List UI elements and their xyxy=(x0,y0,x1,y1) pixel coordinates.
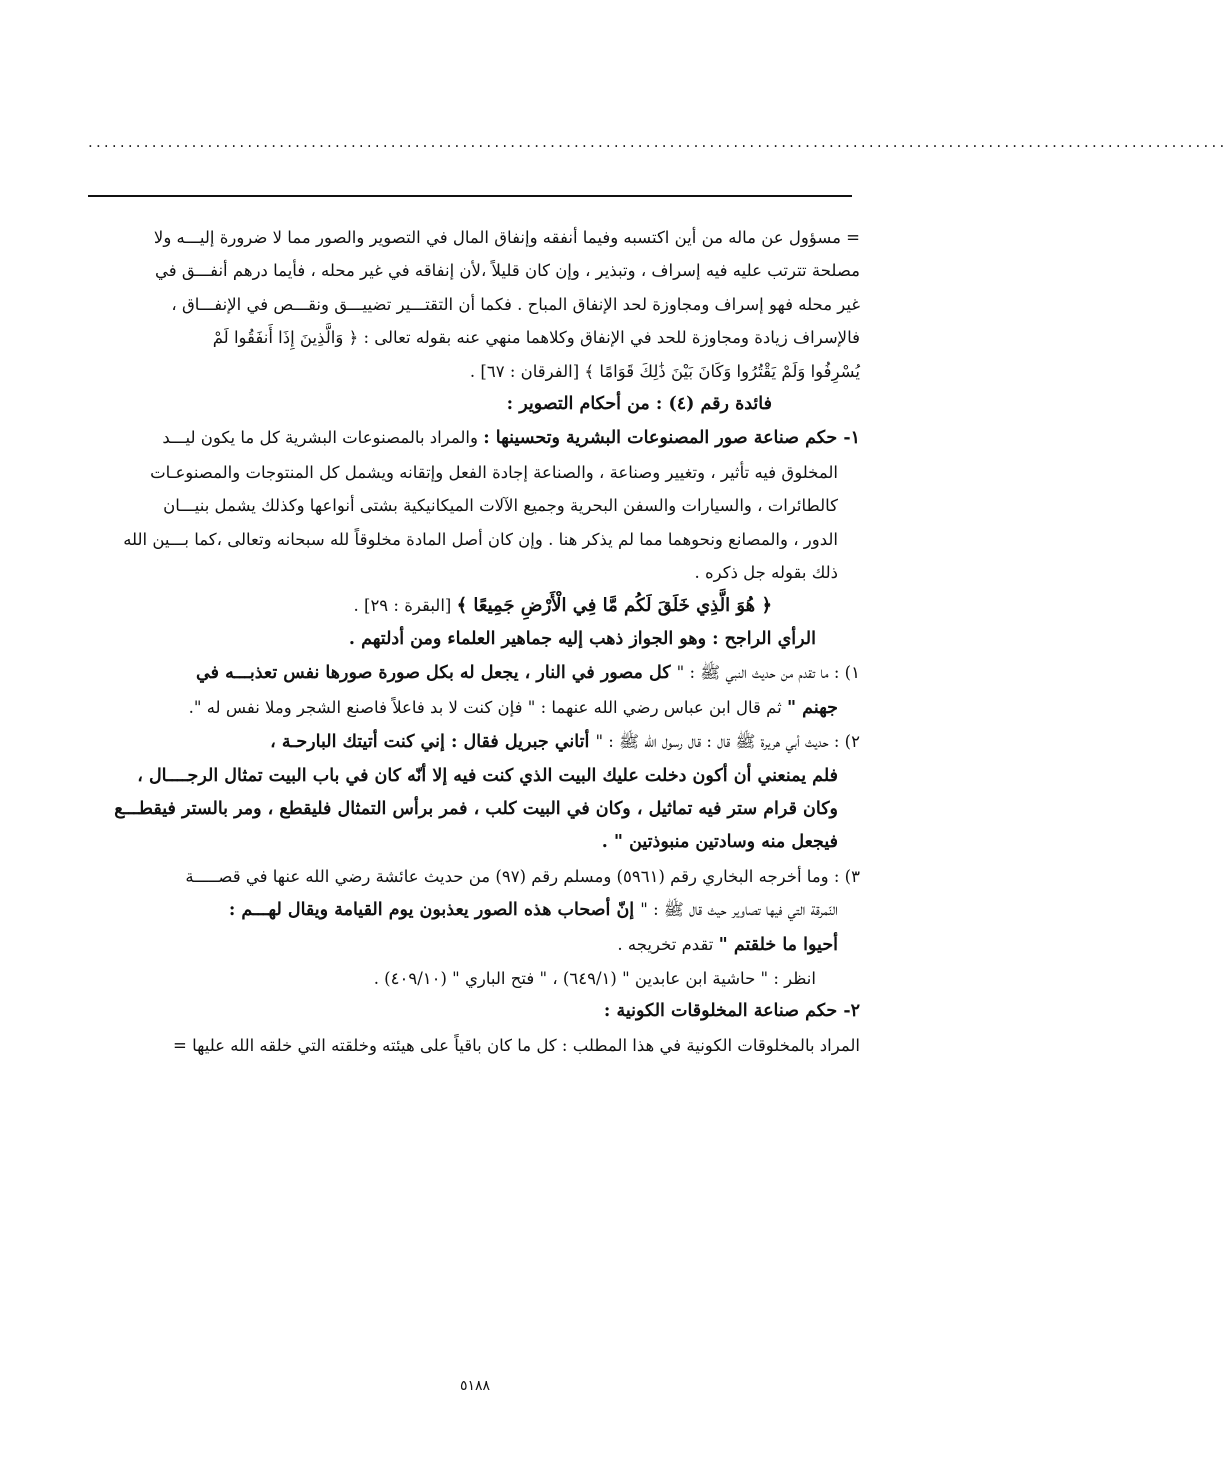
dotted-separator: ............................................................................................................................................... xyxy=(88,133,1227,151)
evidence-1-hadith: كل مصور في النار ، يجعل له بكل صورة صورها نفس تعذبـــه في xyxy=(196,663,677,684)
footnote-rule xyxy=(88,195,852,197)
evidence-2-hadith: أتاني جبريل فقال : إني كنت أتيتك البارحـة ، xyxy=(270,732,596,753)
evidence-3-hadith: إنّ أصحاب هذه الصور يعذبون يوم القيامة ويقال لهـــم : xyxy=(228,900,641,921)
text-line: المراد بالمخلوقات الكونية في هذا المطلب : كل ما كان باقياً على هيئته وخلقته التي خلقه الله عليها = xyxy=(173,1035,860,1055)
evidence-2-hadith-line: فلم يمنعني أن أكون دخلت عليك البيت الذي كنت فيه إلا أنّه كان في باب البيت تمثال الرجــــال ، xyxy=(137,765,838,786)
evidence-2-hadith-line: فيجعل منه وسادتين منبوذتين " . xyxy=(601,832,838,853)
evidence-3-hadith-end: أحيوا ما خلقتم " xyxy=(718,934,838,955)
evidence-2-line xyxy=(90,725,860,759)
evidence-1-note: ثم قال ابن عباس رضي الله عنهما : " فإن كنت لا بد فاعلاً فاصنع الشجر وملا نفس له ". xyxy=(188,697,787,717)
faida-heading: فائدة رقم (٤) : من أحكام التصوير : xyxy=(506,394,772,415)
evidence-3-note: تقدم تخريجه . xyxy=(617,934,719,954)
evidence-3-end xyxy=(90,928,860,962)
evidence-1-line xyxy=(90,656,860,690)
text-line: غير محله فهو إسراف ومجاوزة لحد الإنفاق المباح . فكما أن التقتـــير تضييـــق ونقـــص في الإنفـــاق ، xyxy=(171,294,860,314)
text-line: = مسؤول عن ماله من أين اكتسبه وفيما أنفقه وإنفاق المال في التصوير والصور مما لا ضرورة إليـــه ولا xyxy=(153,228,860,247)
evidence-1-hadith-end: جهنم " xyxy=(786,697,838,718)
evidence-2-hadith-line: وكان قرام ستر فيه تماثيل ، وكان في البيت كلب ، فمر برأس التمثال فليقطع ، ومر بالستر فيقطـــع xyxy=(114,798,838,819)
evidence-1-intro: ١) : ما تقدم من حديث النبي ﷺ : " xyxy=(676,663,860,683)
text-line: فالإسراف زيادة ومجاوزة للحد في الإنفاق وكلاهما منهي عنه بقوله تعالى : ﴿ وَالَّذِينَ إِذَا أَنفَقُوا لَمْ xyxy=(212,328,860,348)
quran-verse-line xyxy=(90,589,860,622)
text-line: مصلحة تترتب عليه فيه إسراف ، وتبذير ، وإن كان قليلاً ،لأن إنفاقه في غير محله ، فأيما درهم أنفـــق في xyxy=(154,261,860,281)
text-line: المخلوق فيه تأثير ، وتغيير وصناعة ، والصناعة إجادة الفعل وإتقانه ويشمل كل المنتوجات والمصنوعـات xyxy=(150,462,838,482)
text-line: ذلك بقوله جل ذكره . xyxy=(694,563,838,583)
quran-reference: [البقرة : ٢٩] . xyxy=(353,596,457,616)
reference-note: انظر : " حاشية ابن عابدين " (٦٤٩/١) ، " فتح الباري " (٤٠٩/١٠) . xyxy=(373,968,816,988)
text-line: الدور ، والمصانع ونحوهما مما لم يذكر هنا . وإن كان أصل المادة مخلوقاً لله سبحانه وتعالى ،كما بـــين الله xyxy=(123,529,838,549)
heading-manufactured-images: ١- حكم صناعة صور المصنوعات البشرية وتحسينها : xyxy=(483,428,860,449)
page-number: ٥١٨٨ xyxy=(459,1378,491,1394)
preferred-opinion: الرأي الراجح : وهو الجواز ذهب إليه جماهير العلماء ومن أدلتهم . xyxy=(348,628,816,649)
text-line: يُسْرِفُوا وَلَمْ يَقْتُرُوا وَكَانَ بَيْنَ ذَٰلِكَ قَوَامًا ﴾ [الفرقان : ٦٧] . xyxy=(469,361,860,381)
heading-cosmic-creations: ٢- حكم صناعة المخلوقات الكونية : xyxy=(603,1001,860,1022)
heading-rest-text: والمراد بالمصنوعات البشرية كل ما يكون ليـــد xyxy=(162,428,484,448)
evidence-1-cont xyxy=(90,691,860,725)
text-line: كالطائرات ، والسيارات والسفن البحرية وجميع الآلات الميكانيكية بشتى أنواعها وكذلك يشمل بنيـــان xyxy=(163,496,838,516)
evidence-3-line: ٣) : وما أخرجه البخاري رقم (٥٩٦١) ومسلم رقم (٩٧) من حديث عائشة رضي الله عنها في قصـــــة xyxy=(185,866,860,886)
heading-line-1 xyxy=(90,421,860,455)
evidence-3-cont xyxy=(90,893,860,927)
evidence-3-intro: النّمرقة التي فيها تصاوير حيث قال ﷺ : " xyxy=(640,900,838,920)
footnote-body xyxy=(90,221,860,1062)
quran-verse: ﴿ هُوَ الَّذِي خَلَقَ لَكُم مَّا فِي الْأَرْضِ جَمِيعًا ﴾ xyxy=(456,595,772,617)
evidence-2-intro: ٢) : حديث أبي هريرة ﷺ قال : قال رسول الله ﷺ : " xyxy=(595,732,860,752)
